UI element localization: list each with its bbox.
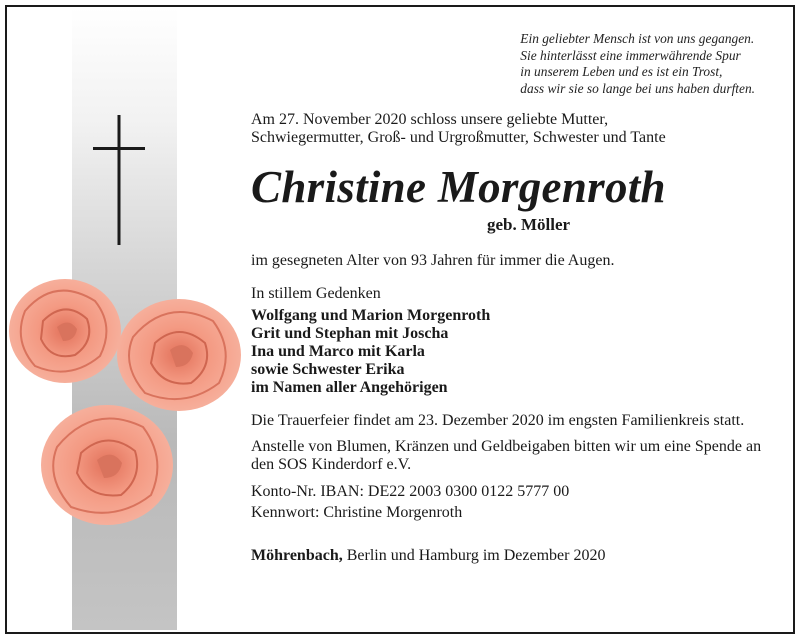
- rose-bottom: [41, 405, 173, 525]
- poem-line: Sie hinterlässt eine immerwährende Spur: [520, 47, 741, 63]
- obituary-frame: [5, 5, 795, 634]
- mourner-line: im Namen aller Angehörigen: [251, 379, 448, 396]
- place-town: Möhrenbach,: [251, 547, 343, 564]
- poem-quote: [520, 31, 755, 97]
- maiden-name: geb. Möller: [486, 215, 571, 234]
- intro-text: [251, 111, 766, 147]
- poem-line: Ein geliebter Mensch ist von uns gegangen.: [520, 31, 755, 46]
- age-text: im gesegneten Alter von 93 Jahren für immer die Augen.: [251, 252, 615, 269]
- mourner-line: Wolfgang und Marion Morgenroth: [251, 307, 491, 324]
- rose-left: [9, 279, 121, 383]
- cross-icon: [93, 115, 145, 245]
- intro-line: Schwiegermutter, Groß- und Urgroßmutter, Schwester und Tante: [251, 129, 666, 146]
- mourner-line: Ina und Marco mit Karla: [251, 343, 425, 360]
- iban-text: Konto-Nr. IBAN: DE22 2003 0300 0122 5777 00: [251, 483, 570, 500]
- place-rest: Berlin und Hamburg im Dezember 2020: [342, 547, 606, 564]
- keyword-text: Kennwort: Christine Morgenroth: [251, 504, 463, 521]
- poem-line: in unserem Leben und es ist ein Trost,: [520, 64, 723, 79]
- rose-right: [117, 299, 241, 411]
- roses-image: [7, 269, 247, 529]
- obituary-content: [251, 111, 766, 565]
- deceased-name: Christine Morgenroth: [251, 162, 666, 212]
- donation-text: Anstelle von Blumen, Kränzen und Geldbeigaben bitten wir um eine Spende an den SOS Kinderdorf e.V.: [251, 438, 762, 473]
- mourner-line: sowie Schwester Erika: [251, 361, 405, 378]
- memoriam-label: In stillem Gedenken: [251, 285, 381, 302]
- intro-line: Am 27. November 2020 schloss unsere geliebte Mutter,: [251, 111, 609, 128]
- place-date: [251, 547, 766, 565]
- service-text: Die Trauerfeier findet am 23. Dezember 2020 im engsten Familienkreis statt.: [251, 412, 745, 429]
- mourner-line: Grit und Stephan mit Joscha: [251, 325, 449, 342]
- poem-line: dass wir sie so lange bei uns haben durften.: [520, 80, 755, 96]
- mourners-list: [251, 307, 766, 397]
